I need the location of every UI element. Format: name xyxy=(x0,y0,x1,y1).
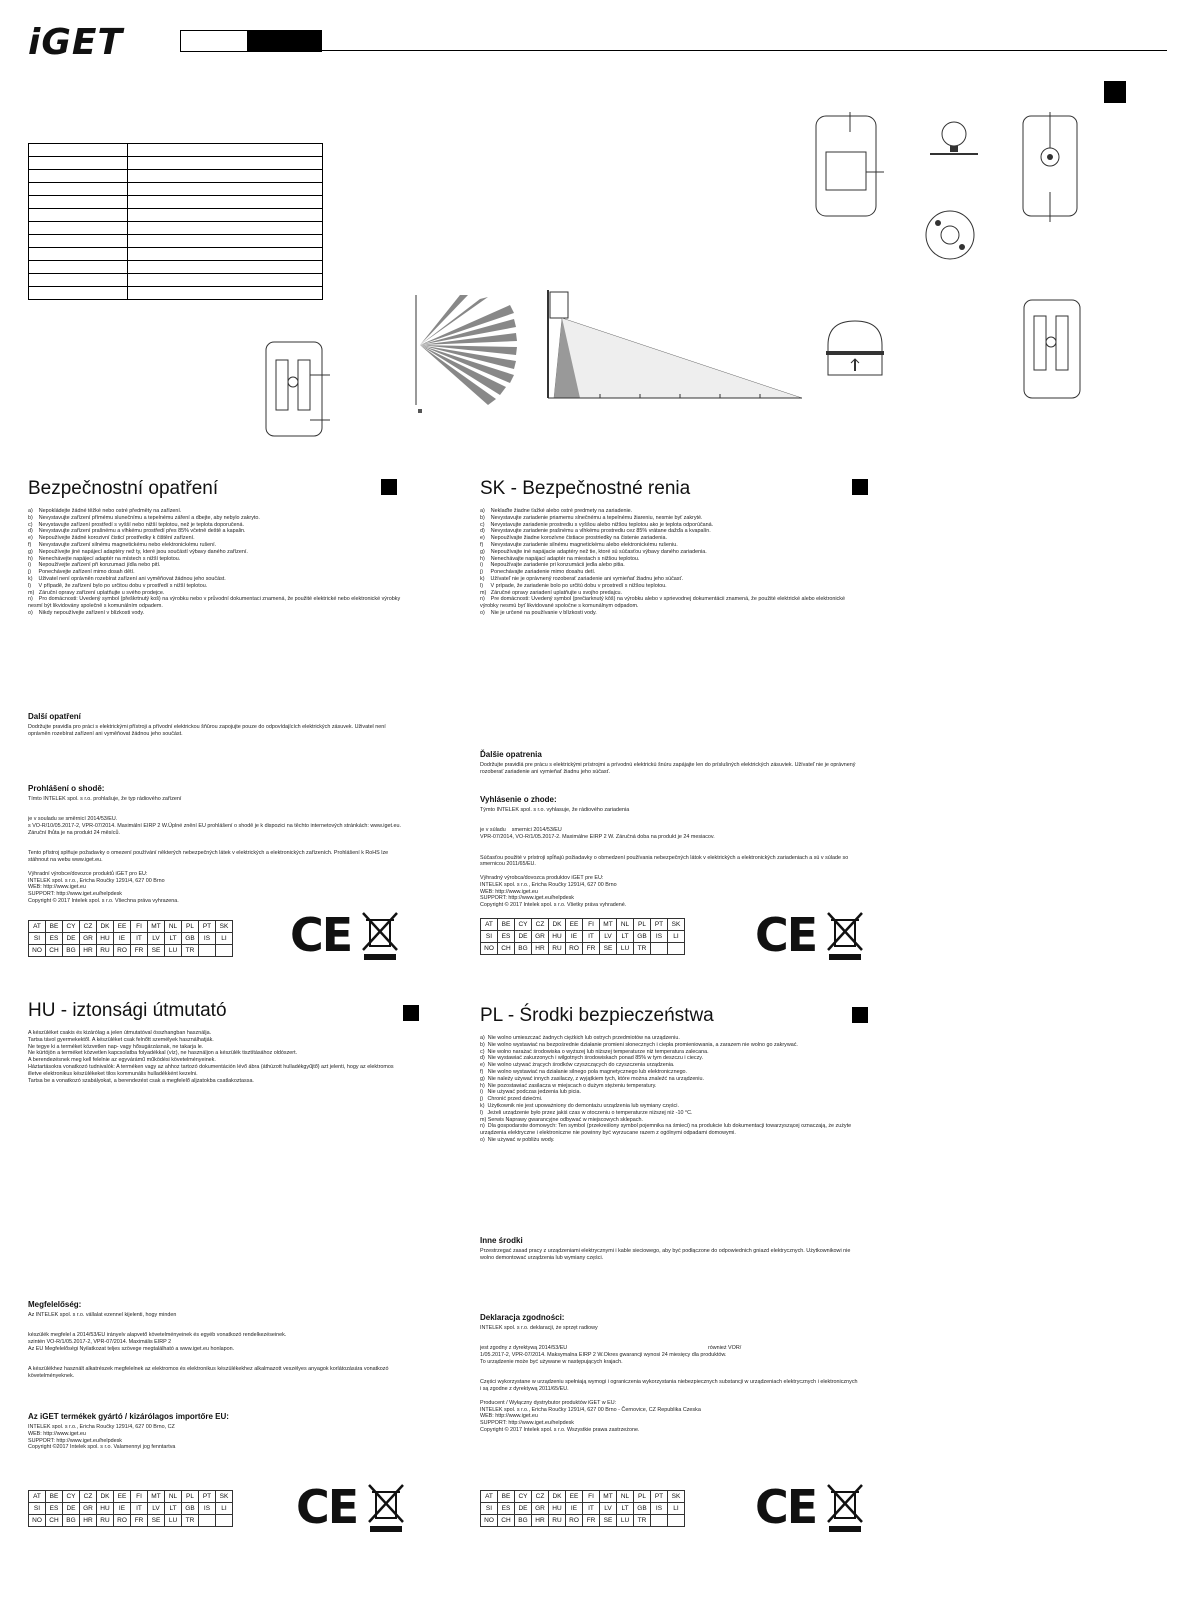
spec-label-cell xyxy=(29,170,128,183)
country-cell: HR xyxy=(532,943,549,955)
spec-row xyxy=(29,170,323,183)
device-back-battery-drawing xyxy=(1020,298,1090,403)
country-cell: LU xyxy=(617,943,634,955)
country-cell: EE xyxy=(114,1491,131,1503)
spec-label-cell xyxy=(29,157,128,170)
country-cell: GB xyxy=(634,1503,651,1515)
country-cell: HU xyxy=(97,933,114,945)
pl-subheading-1: Inne środki xyxy=(480,1236,523,1245)
spec-label-cell xyxy=(29,183,128,196)
header-rule xyxy=(322,50,1167,51)
country-cell: IE xyxy=(114,933,131,945)
brand-logo: iGET xyxy=(28,22,124,63)
country-cell: MT xyxy=(148,1491,165,1503)
country-cell: IE xyxy=(114,1503,131,1515)
country-cell: BE xyxy=(498,919,515,931)
country-cell: EE xyxy=(114,921,131,933)
spec-value-cell xyxy=(128,274,323,287)
country-cell: PT xyxy=(651,1491,668,1503)
sk-ce-mark: CE xyxy=(755,908,817,962)
spec-value-cell xyxy=(128,235,323,248)
pl-country-table xyxy=(480,1490,685,1527)
country-cell: DK xyxy=(97,1491,114,1503)
spec-row xyxy=(29,287,323,300)
country-row xyxy=(481,1491,685,1503)
country-cell: NL xyxy=(165,921,182,933)
country-cell: SE xyxy=(148,1515,165,1527)
hu-section-title: HU - iztonsági útmutató xyxy=(28,1000,227,1021)
spec-label-cell xyxy=(29,248,128,261)
spec-row xyxy=(29,157,323,170)
country-row xyxy=(29,933,233,945)
hu-ce-mark: CE xyxy=(296,1480,358,1534)
country-cell: ES xyxy=(46,1503,63,1515)
country-cell: AT xyxy=(481,919,498,931)
pl-section-title: PL - Środki bezpieczeństwa xyxy=(480,1005,714,1026)
country-row xyxy=(29,921,233,933)
country-cell: TR xyxy=(634,943,651,955)
country-cell: SI xyxy=(29,933,46,945)
spec-row xyxy=(29,144,323,157)
model-box-black xyxy=(248,30,322,52)
country-row xyxy=(481,931,685,943)
country-cell: EE xyxy=(566,919,583,931)
country-cell: IT xyxy=(131,1503,148,1515)
country-cell xyxy=(216,1515,233,1527)
spec-row xyxy=(29,222,323,235)
detection-range-diagram xyxy=(540,288,810,403)
country-cell: GB xyxy=(182,933,199,945)
spec-value-cell xyxy=(128,170,323,183)
hu-subtext-1: Az INTELEK spol. s r.o. vállalat ezennel kijelenti, hogy minden készülék megfelel a 2014/53/EU irányelv alapvető követelményeinek és egyéb vonatkozó rendelkezéseinek. szintén VO-R/1/05.2017-2, VPR-07/2014. Maximális EIRP 2 Az EU Megfelelőségi Nyilatkozat teljes szövege megtalálható a www.iget.eu honlapon. A készülékhez használt alkatrészek megfelelnek az elektromos és elektronikus készülékekhez alkalmazott veszélyes anyagok korlátozására vonatkozó követelményeknek. xyxy=(28,1312,389,1380)
country-cell: LU xyxy=(165,945,182,957)
bracket-side-drawing xyxy=(924,112,984,162)
country-cell: FI xyxy=(131,921,148,933)
country-row xyxy=(481,1503,685,1515)
country-cell: NO xyxy=(481,943,498,955)
country-cell: IE xyxy=(566,1503,583,1515)
spec-value-cell xyxy=(128,287,323,300)
country-cell: SK xyxy=(668,1491,685,1503)
spec-label-cell xyxy=(29,235,128,248)
country-cell: FR xyxy=(583,943,600,955)
hu-subheading-1: Megfelelőség: xyxy=(28,1300,82,1309)
country-cell: GR xyxy=(80,933,97,945)
spec-row xyxy=(29,209,323,222)
country-cell: HU xyxy=(549,931,566,943)
country-cell: TR xyxy=(182,1515,199,1527)
country-cell: TR xyxy=(182,945,199,957)
country-cell: LU xyxy=(617,1515,634,1527)
sk-section-title: SK - Bezpečnostné renia xyxy=(480,478,691,499)
country-cell: HR xyxy=(80,1515,97,1527)
country-cell: LI xyxy=(668,931,685,943)
spec-value-cell xyxy=(128,144,323,157)
pl-subtext-1: Przestrzegać zasad pracy z urządzeniami elektrycznymi i kable sieciowego, aby być podłączone do odpowiednich gniazd elektrycznych. Użytkownikowi nie wolno demontować urządzenia lub wymiany części. xyxy=(480,1248,852,1261)
sk-subheading-2: Vyhlásenie o zhode: xyxy=(480,795,557,804)
country-cell: BG xyxy=(63,945,80,957)
country-cell: NL xyxy=(617,1491,634,1503)
spec-label-cell xyxy=(29,261,128,274)
country-cell: LI xyxy=(668,1503,685,1515)
cz-subheading-1: Další opatření xyxy=(28,712,81,721)
country-cell xyxy=(199,945,216,957)
country-row xyxy=(29,1491,233,1503)
country-cell: DE xyxy=(63,933,80,945)
cz-ce-mark: CE xyxy=(290,908,352,962)
battery-compartment-drawing xyxy=(262,340,332,440)
country-cell: SI xyxy=(29,1503,46,1515)
country-cell: LU xyxy=(165,1515,182,1527)
country-cell: HU xyxy=(549,1503,566,1515)
weee-bin-icon xyxy=(825,910,865,962)
country-cell xyxy=(668,943,685,955)
spec-value-cell xyxy=(128,196,323,209)
country-cell: ES xyxy=(498,931,515,943)
hu-country-table xyxy=(28,1490,233,1527)
country-cell: SK xyxy=(216,1491,233,1503)
spec-row xyxy=(29,274,323,287)
country-cell: FI xyxy=(583,919,600,931)
country-row xyxy=(481,943,685,955)
country-cell: DK xyxy=(549,1491,566,1503)
country-cell: CY xyxy=(63,1491,80,1503)
bracket-top-drawing xyxy=(920,205,980,265)
country-cell: CZ xyxy=(532,919,549,931)
spec-value-cell xyxy=(128,209,323,222)
country-cell: FR xyxy=(583,1515,600,1527)
country-cell: FI xyxy=(131,1491,148,1503)
country-cell: IS xyxy=(651,1503,668,1515)
country-cell: GB xyxy=(634,931,651,943)
hu-section-marker xyxy=(403,1005,419,1021)
country-cell: GR xyxy=(532,931,549,943)
country-cell: PT xyxy=(199,921,216,933)
country-cell: IE xyxy=(566,931,583,943)
cz-section-title: Bezpečnostní opatření xyxy=(28,478,219,499)
country-cell: FR xyxy=(131,1515,148,1527)
country-cell: BG xyxy=(515,1515,532,1527)
country-cell: BE xyxy=(46,921,63,933)
pl-subheading-2: Deklaracja zgodności: xyxy=(480,1313,565,1322)
device-front-drawing xyxy=(810,112,885,222)
country-cell: ES xyxy=(46,933,63,945)
country-cell: AT xyxy=(29,1491,46,1503)
country-cell: HU xyxy=(97,1503,114,1515)
country-cell: AT xyxy=(481,1491,498,1503)
country-cell: RU xyxy=(549,1515,566,1527)
sk-safety-list: a) Neklaďte žiadne ťažké alebo ostré predmety na zariadenie. b) Nevystavujte zariadenie priamemu slnečnému a tepelnému žiareniu, nesmie byť zakryté. c) Nevystavujte zariadenie prostrediu s vyššou alebo nižšou teplotou ako je teplota odporúčaná. d) Nevystavujte zariadenie prašnému a vlhkému prostrediu cez 85% vrátane dažďa a kvapalín. e) Nepoužívajte žiadne korozívne čistiace prostriedky na čistenie zariadenia. f) Nevystavujte zariadenie silnému magnetickému alebo elektronickému rušeniu. g) Nepoužívajte iné napájacie adaptéry než tie, ktoré sú súčasťou výbavy daného zariadenia. h) Nenechávajte napájací adaptér na miestach s nižšou teplotou. i) Nepoužívajte zariadenie pri konzumácii jedla alebo pitia. j) Ponechávajte zariadenie mimo dosahu detí. k) Užívateľ nie je oprávnený rozoberať zariadenie ani vymieňať žiadnu jeho súčasť. l) V prípade, že zariadenie bolo po určitú dobu v prostredí s nižšou teplotou. m) Záručné opravy zariadení uplatňujte u svojho predajcu. n) Pre domácnosti: Uvedený symbol (prečiarknutý kôš) na výrobku alebo v sprievodnej dokumentácii znamená, že použité elektrické alebo elektronické výrobky nesmú byť likvidované spoločne s komunálnym odpadom. o) Nie je určené na používanie v blízkosti vody. xyxy=(480,508,845,616)
country-cell: IT xyxy=(583,1503,600,1515)
country-cell: DK xyxy=(549,919,566,931)
spec-label-cell xyxy=(29,287,128,300)
weee-bin-icon xyxy=(360,910,400,962)
country-cell xyxy=(199,1515,216,1527)
country-cell xyxy=(651,943,668,955)
country-cell: RO xyxy=(566,943,583,955)
sk-subtext-2: Týmto INTELEK spol. s r.o. vyhlasuje, že rádiového zariadenia je v súladu smernici 2014/53/EU VPR-07/2014, VO-R/1/05.2017-2. Maximálne EIRP 2 W. Záručná doba na produkt je 24 mesiacov. Súčasťou použité v prístroji spĺňajú požiadavky o obmedzení používania nebezpečných látok v elektrických a elektronických zariadeniach a sú v súlade so smernicou 2011/65/EU. Výhradný výrobca/dovozca produktov iGET pre EU: INTELEK spol. s r.o., Ericha Roučky 1291/4, 627 00 Brno WEB: http://www.iget.eu SUPPORT: http://www.iget.eu/helpdesk Copyright © 2017 Intelek spol. s r.o. Všetky práva vyhradené. xyxy=(480,807,849,909)
country-cell: CZ xyxy=(80,921,97,933)
country-cell xyxy=(668,1515,685,1527)
country-cell: CH xyxy=(46,1515,63,1527)
spec-row xyxy=(29,235,323,248)
country-cell: CH xyxy=(498,943,515,955)
sk-country-table xyxy=(480,918,685,955)
country-cell: LI xyxy=(216,1503,233,1515)
spec-value-cell xyxy=(128,248,323,261)
country-cell: SE xyxy=(600,943,617,955)
country-cell: LV xyxy=(148,1503,165,1515)
country-row xyxy=(29,945,233,957)
country-cell: RO xyxy=(566,1515,583,1527)
country-cell: BE xyxy=(498,1491,515,1503)
spec-label-cell xyxy=(29,274,128,287)
country-cell: LT xyxy=(617,1503,634,1515)
country-row xyxy=(481,919,685,931)
cz-country-table xyxy=(28,920,233,957)
country-cell: PL xyxy=(634,1491,651,1503)
spec-value-cell xyxy=(128,222,323,235)
country-cell: DE xyxy=(515,1503,532,1515)
pl-subtext-2: INTELEK spol. s r.o. deklaracji, że sprzęt radiowy jest zgodny z dyrektywą 2014/53/EU również VOR/ 1/05.2017-2, VPR-07/2014. Maksymalna EIRP 2 W.Okres gwarancji wynosi 24 miesięcy dla produktów. To urządzenie może być używane w następujących krajach. Części wykorzystane w urządzeniu spełniają wymogi i ograniczenia wykorzystania niebezpiecznych substancji w urządzeniach elektrycznych i elektronicznych i są zgodne z dyrektywą 2011/65/EU. Producent / Wyłączny dystrybutor produktów iGET w EU: INTELEK spol. s r.o., Ericha Roučky 1291/4, 627 00 Brno - Černovice, CZ Republika Czeska WEB: http://www.iget.eu SUPPORT: http://www.iget.eu/helpdesk Copyright © 2017 Intelek spol. s r.o. Wszystkie prawa zastrzeżone. xyxy=(480,1325,858,1433)
hu-subtext-2: INTELEK spol. s r.o., Ericha Roučky 1291/4, 627 00 Brno, CZ WEB: http://www.iget.eu SUPPORT: http://www.iget.eu/helpdesk Copyright ©2017 Intelek spol. s r.o. Valamennyi jog fenntartva xyxy=(28,1424,176,1451)
sk-section-marker xyxy=(852,479,868,495)
country-cell: CY xyxy=(515,1491,532,1503)
country-cell: IS xyxy=(199,933,216,945)
sk-subheading-1: Ďalšie opatrenia xyxy=(480,750,542,759)
country-cell: SE xyxy=(148,945,165,957)
country-cell: NO xyxy=(29,1515,46,1527)
country-cell: SE xyxy=(600,1515,617,1527)
spec-row xyxy=(29,196,323,209)
spec-value-cell xyxy=(128,183,323,196)
country-cell: SK xyxy=(216,921,233,933)
pl-section-marker xyxy=(852,1007,868,1023)
country-cell: LI xyxy=(216,933,233,945)
model-box xyxy=(180,30,248,52)
country-cell: BG xyxy=(515,943,532,955)
pl-ce-mark: CE xyxy=(755,1480,817,1534)
spec-value-cell xyxy=(128,261,323,274)
country-cell: EE xyxy=(566,1491,583,1503)
spec-row xyxy=(29,183,323,196)
spec-label-cell xyxy=(29,209,128,222)
country-cell: IT xyxy=(131,933,148,945)
cz-section-marker xyxy=(381,479,397,495)
country-cell: LV xyxy=(600,1503,617,1515)
country-cell: RO xyxy=(114,1515,131,1527)
country-cell: LT xyxy=(617,931,634,943)
country-cell: SI xyxy=(481,1503,498,1515)
mount-drawing xyxy=(820,315,890,385)
country-cell: NL xyxy=(165,1491,182,1503)
cz-subheading-2: Prohlášení o shodě: xyxy=(28,784,105,793)
country-row xyxy=(29,1515,233,1527)
country-cell: CY xyxy=(63,921,80,933)
country-cell: CY xyxy=(515,919,532,931)
weee-bin-icon xyxy=(366,1482,406,1534)
country-cell: LT xyxy=(165,933,182,945)
country-cell: RU xyxy=(549,943,566,955)
country-cell: ES xyxy=(498,1503,515,1515)
country-cell: DE xyxy=(515,931,532,943)
country-cell: LT xyxy=(165,1503,182,1515)
country-cell: SK xyxy=(668,919,685,931)
spec-value-cell xyxy=(128,157,323,170)
country-cell: FI xyxy=(583,1491,600,1503)
hu-subheading-2: Az iGET termékek gyártó / kizárólagos importőre EU: xyxy=(28,1412,229,1421)
spec-label-cell xyxy=(29,144,128,157)
spec-label-cell xyxy=(29,196,128,209)
country-cell: MT xyxy=(600,919,617,931)
cz-subtext-2: Tímto INTELEK spol. s r.o. prohlašuje, že typ rádiového zařízení je v souladu se směrnicí 2014/53/EU. s VO-R/10/05.2017-2, VPR-07/2014. Maximální EIRP 2 W.Úplné znění EU prohlášení o shodě je k dispozici na těchto internetových stránkách: www.iget.eu. Záruční lhůta je na produkt 24 měsíců. Tento přístroj splňuje požadavky o omezení používání některých nebezpečných látek v elektrických a elektronických zařízeních. Prohlášení k RoHS lze stáhnout na webu www.iget.eu. Výhradní výrobce/dovozce produktů iGET pro EU: INTELEK spol. s r.o., Ericha Roučky 1291/4, 627 00 Brno WEB: http://www.iget.eu SUPPORT: http://www.iget.eu/helpdesk Copyright © 2017 Intelek spol. s r.o. Všechna práva vyhrazena. xyxy=(28,796,401,904)
spec-row xyxy=(29,248,323,261)
lang-marker-top xyxy=(1104,81,1126,103)
country-cell: TR xyxy=(634,1515,651,1527)
country-cell: GB xyxy=(182,1503,199,1515)
country-cell: CZ xyxy=(80,1491,97,1503)
country-cell: CH xyxy=(498,1515,515,1527)
country-row xyxy=(29,1503,233,1515)
country-cell: PT xyxy=(199,1491,216,1503)
device-back-drawing xyxy=(1015,112,1090,222)
spec-table xyxy=(28,143,323,300)
country-cell: HR xyxy=(80,945,97,957)
country-cell: NO xyxy=(29,945,46,957)
country-cell: MT xyxy=(600,1491,617,1503)
country-cell: MT xyxy=(148,921,165,933)
country-cell: BE xyxy=(46,1491,63,1503)
country-cell xyxy=(651,1515,668,1527)
spec-row xyxy=(29,261,323,274)
country-cell: RO xyxy=(114,945,131,957)
country-cell: DK xyxy=(97,921,114,933)
country-cell: SI xyxy=(481,931,498,943)
country-row xyxy=(481,1515,685,1527)
country-cell: AT xyxy=(29,921,46,933)
detection-fan-diagram xyxy=(410,295,525,415)
country-cell: IS xyxy=(651,931,668,943)
country-cell: PL xyxy=(182,1491,199,1503)
country-cell: GR xyxy=(532,1503,549,1515)
hu-safety-list: A készüléket csakis és kizárólag a jelen útmutatóval összhangban használja. Tartsa távol gyermekektől. A készüléket csak felnőtt személyek használhatják. Ne tegye ki a terméket közvetlen nap- vagy hősugárzásnak, ne takarja le. Ne kürtöjön a terméket közvetlen kapcsolatba folyadékkal (víz), ne használjon a készülék tisztításához oldószert. A berendezésnek meg kell felelnie az egyvárámű működési követelményeinek. Háztartásokra vonatkozó tudnivalók: A terméken vagy az ahhoz tartozó dokumentáción lévő ábra (áthúzott hulladékgyűjtő) azt jelenti, hogy az elektromos illetve elektronikus készülékeket tilos kommunális hulladékként kezelni. Tartsa be a vonatkozó szabályokat, a berendezést csak a megfelelő aljzatokba csatlakoztassa. xyxy=(28,1030,394,1084)
country-cell xyxy=(216,945,233,957)
country-cell: PL xyxy=(634,919,651,931)
spec-label-cell xyxy=(29,222,128,235)
sk-subtext-1: Dodržujte pravidlá pre prácu s elektrickými prístrojmi a prívodnú elektrickú šnúru zapájajte len do príslušných elektrických zásuviek. Užívateľ nie je oprávnený rozoberať zariadenie ani vymieňať žiadnu jeho súčasť. xyxy=(480,762,857,775)
country-cell: GR xyxy=(80,1503,97,1515)
country-cell: NL xyxy=(617,919,634,931)
country-cell: CH xyxy=(46,945,63,957)
country-cell: LV xyxy=(148,933,165,945)
country-cell: FR xyxy=(131,945,148,957)
country-cell: RU xyxy=(97,945,114,957)
cz-subtext-1: Dodržujte pravidla pro práci s elektrickými přístroji a přívodní elektrickou šňůrou zapojujte pouze do odpovídajících elektrických zásuvek. Uživatel není oprávněn rozebírat zařízení ani vyměňovat žádnou jeho součást. xyxy=(28,724,388,737)
country-cell: IT xyxy=(583,931,600,943)
country-cell: DE xyxy=(63,1503,80,1515)
country-cell: PT xyxy=(651,919,668,931)
pl-safety-list: a) Nie wolno umieszczać żadnych ciężkich lub ostrych przedmiotów na urządzeniu. b) Nie wolno wystawiać na bezpośrednie działanie promieni słonecznych i ciepła promieniowania, a zarazem nie wolno go zakrywać. c) Nie wolno narażać środowiska o wyższej lub niższej temperaturze niż temperatura zalecana. d) Nie wystawiać zakurzonych i wilgotnych środowiskach ponad 85% w tym deszczu i cieczy. e) Nie wolno używać żrących środków czyszczących do czyszczenia urządzenia. f) Nie wolno wystawiać na działanie silnego pola magnetycznego lub elektronicznego. g) Nie należy używać innych zasilaczy, z wyjątkiem tych, które można znaleźć na urządzeniu. h) Nie pozostawiać zasilacza w miejscach o dużym stężeniu temperatury. i) Nie używać podczas jedzenia lub picia. j) Chronić przed dziećmi. k) Użytkownik nie jest upoważniony do demontażu urządzenia lub wymiany części. l) Jeżeli urządzenie było przez jakiś czas w otoczeniu o temperaturze niższej niż -10 °C. m) Serwis Naprawy gwarancyjne odbywać w miejscowych sklepach. n) Dla gospodarstw domowych: Ten symbol (przekreślony symbol pojemnika na śmieci) na produkcie lub dokumentacji towarzyszącej oznaczają, że zużyte urządzenia elektryczne i elektroniczne nie powinny być wyrzucane razem z ogólnymi odpadami domowymi. o) Nie używać w pobliżu wody. xyxy=(480,1035,852,1143)
country-cell: IS xyxy=(199,1503,216,1515)
weee-bin-icon xyxy=(825,1482,865,1534)
country-cell: LV xyxy=(600,931,617,943)
country-cell: BG xyxy=(63,1515,80,1527)
country-cell: NO xyxy=(481,1515,498,1527)
cz-safety-list: a) Nepokládejte žádné těžké nebo ostré předměty na zařízení. b) Nevystavujte zařízení přímému slunečnímu a tepelnému záření a dbejte, aby nebylo zakryto. c) Nevystavujte zařízení prostředí s vyšší nebo nižší teplotou, než je teplota doporučená. d) Nevystavujte zařízení prašnému a vlhkému prostředí přes 85% včetně deště a kapalin. e) Nepoužívejte žádné korozivní čisticí prostředky k čištění zařízení. f) Nevystavujte zařízení silnému magnetickému nebo elektronickému rušení. g) Nepoužívejte jiné napájecí adaptéry než ty, které jsou součástí výbavy daného zařízení. h) Nenechávejte napájecí adaptér na místech s nižší teplotou. i) Nepoužívejte zařízení při konzumaci jídla nebo pití. j) Ponechávejte zařízení mimo dosah dětí. k) Uživatel není oprávněn rozebírat zařízení ani vyměňovat žádnou jeho součást. l) V případě, že zařízení bylo po určitou dobu v prostředí s nižší teplotou. m) Záruční opravy zařízení uplatňujte u svého prodejce. n) Pro domácnosti: Uvedený symbol (přeškrtnutý koš) na výrobku nebo v průvodní dokumentaci znamená, že použité elektrické nebo elektronické výrobky nesmí být likvidovány společně s komunálním odpadem. o) Nikdy nepoužívejte zařízení v blízkosti vody. xyxy=(28,508,401,616)
country-cell: RU xyxy=(97,1515,114,1527)
country-cell: CZ xyxy=(532,1491,549,1503)
country-cell: PL xyxy=(182,921,199,933)
country-cell: HR xyxy=(532,1515,549,1527)
